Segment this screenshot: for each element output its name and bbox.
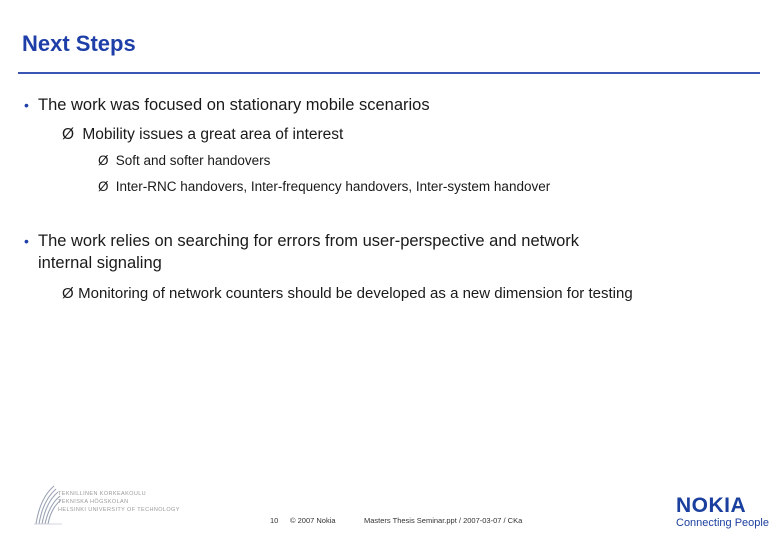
bullet-1-sub-1-item-1-text: Soft and softer handovers: [115, 153, 271, 168]
bullet-1-sub-1-item-2-text: Inter-RNC handovers, Inter-frequency handovers, Inter-system handover: [115, 179, 551, 194]
university-line-3: HELSINKI UNIVERSITY OF TECHNOLOGY: [58, 507, 180, 513]
bullet-1: [24, 94, 430, 116]
bullet-1-sub-1-item-2: [98, 178, 550, 196]
page-number: 10: [270, 516, 279, 525]
copyright: © 2007 Nokia: [290, 516, 336, 525]
bullet-2: [24, 230, 580, 274]
bullet-dot-icon: •: [24, 233, 29, 249]
nokia-wordmark: NOKIA: [676, 494, 747, 517]
arrow-bullet-icon: Ø: [62, 126, 75, 143]
arrow-bullet-icon: Ø: [62, 285, 74, 302]
nokia-tagline: Connecting People: [676, 517, 769, 529]
nokia-logo: [676, 496, 769, 529]
bullet-2-text-line-1: The work relies on searching for errors from user-perspective and network: [38, 232, 580, 250]
university-line-2: TEKNISKA HÖGSKOLAN: [58, 499, 129, 505]
file-info: Masters Thesis Seminar.ppt / 2007-03-07 / CKa: [364, 516, 523, 525]
university-name: [58, 490, 180, 514]
bullet-1-sub-1-item-1: [98, 152, 270, 170]
arrow-bullet-icon: Ø: [98, 153, 109, 168]
university-line-1: TEKNILLINEN KORKEAKOULU: [58, 491, 147, 497]
bullet-2-text-line-2: internal signaling: [38, 254, 162, 272]
bullet-2-sub-1: [62, 284, 633, 304]
title-divider: [18, 72, 760, 74]
slide-title: Next Steps: [22, 31, 136, 56]
bullet-dot-icon: •: [24, 97, 29, 113]
arrow-bullet-icon: Ø: [98, 179, 109, 194]
bullet-1-sub-1: [62, 125, 343, 145]
bullet-1-sub-1-text: Mobility issues a great area of interest: [82, 126, 344, 143]
bullet-1-text: The work was focused on stationary mobile scenarios: [38, 96, 430, 114]
bullet-2-sub-1-text: Monitoring of network counters should be developed as a new dimension for testing: [78, 285, 633, 302]
